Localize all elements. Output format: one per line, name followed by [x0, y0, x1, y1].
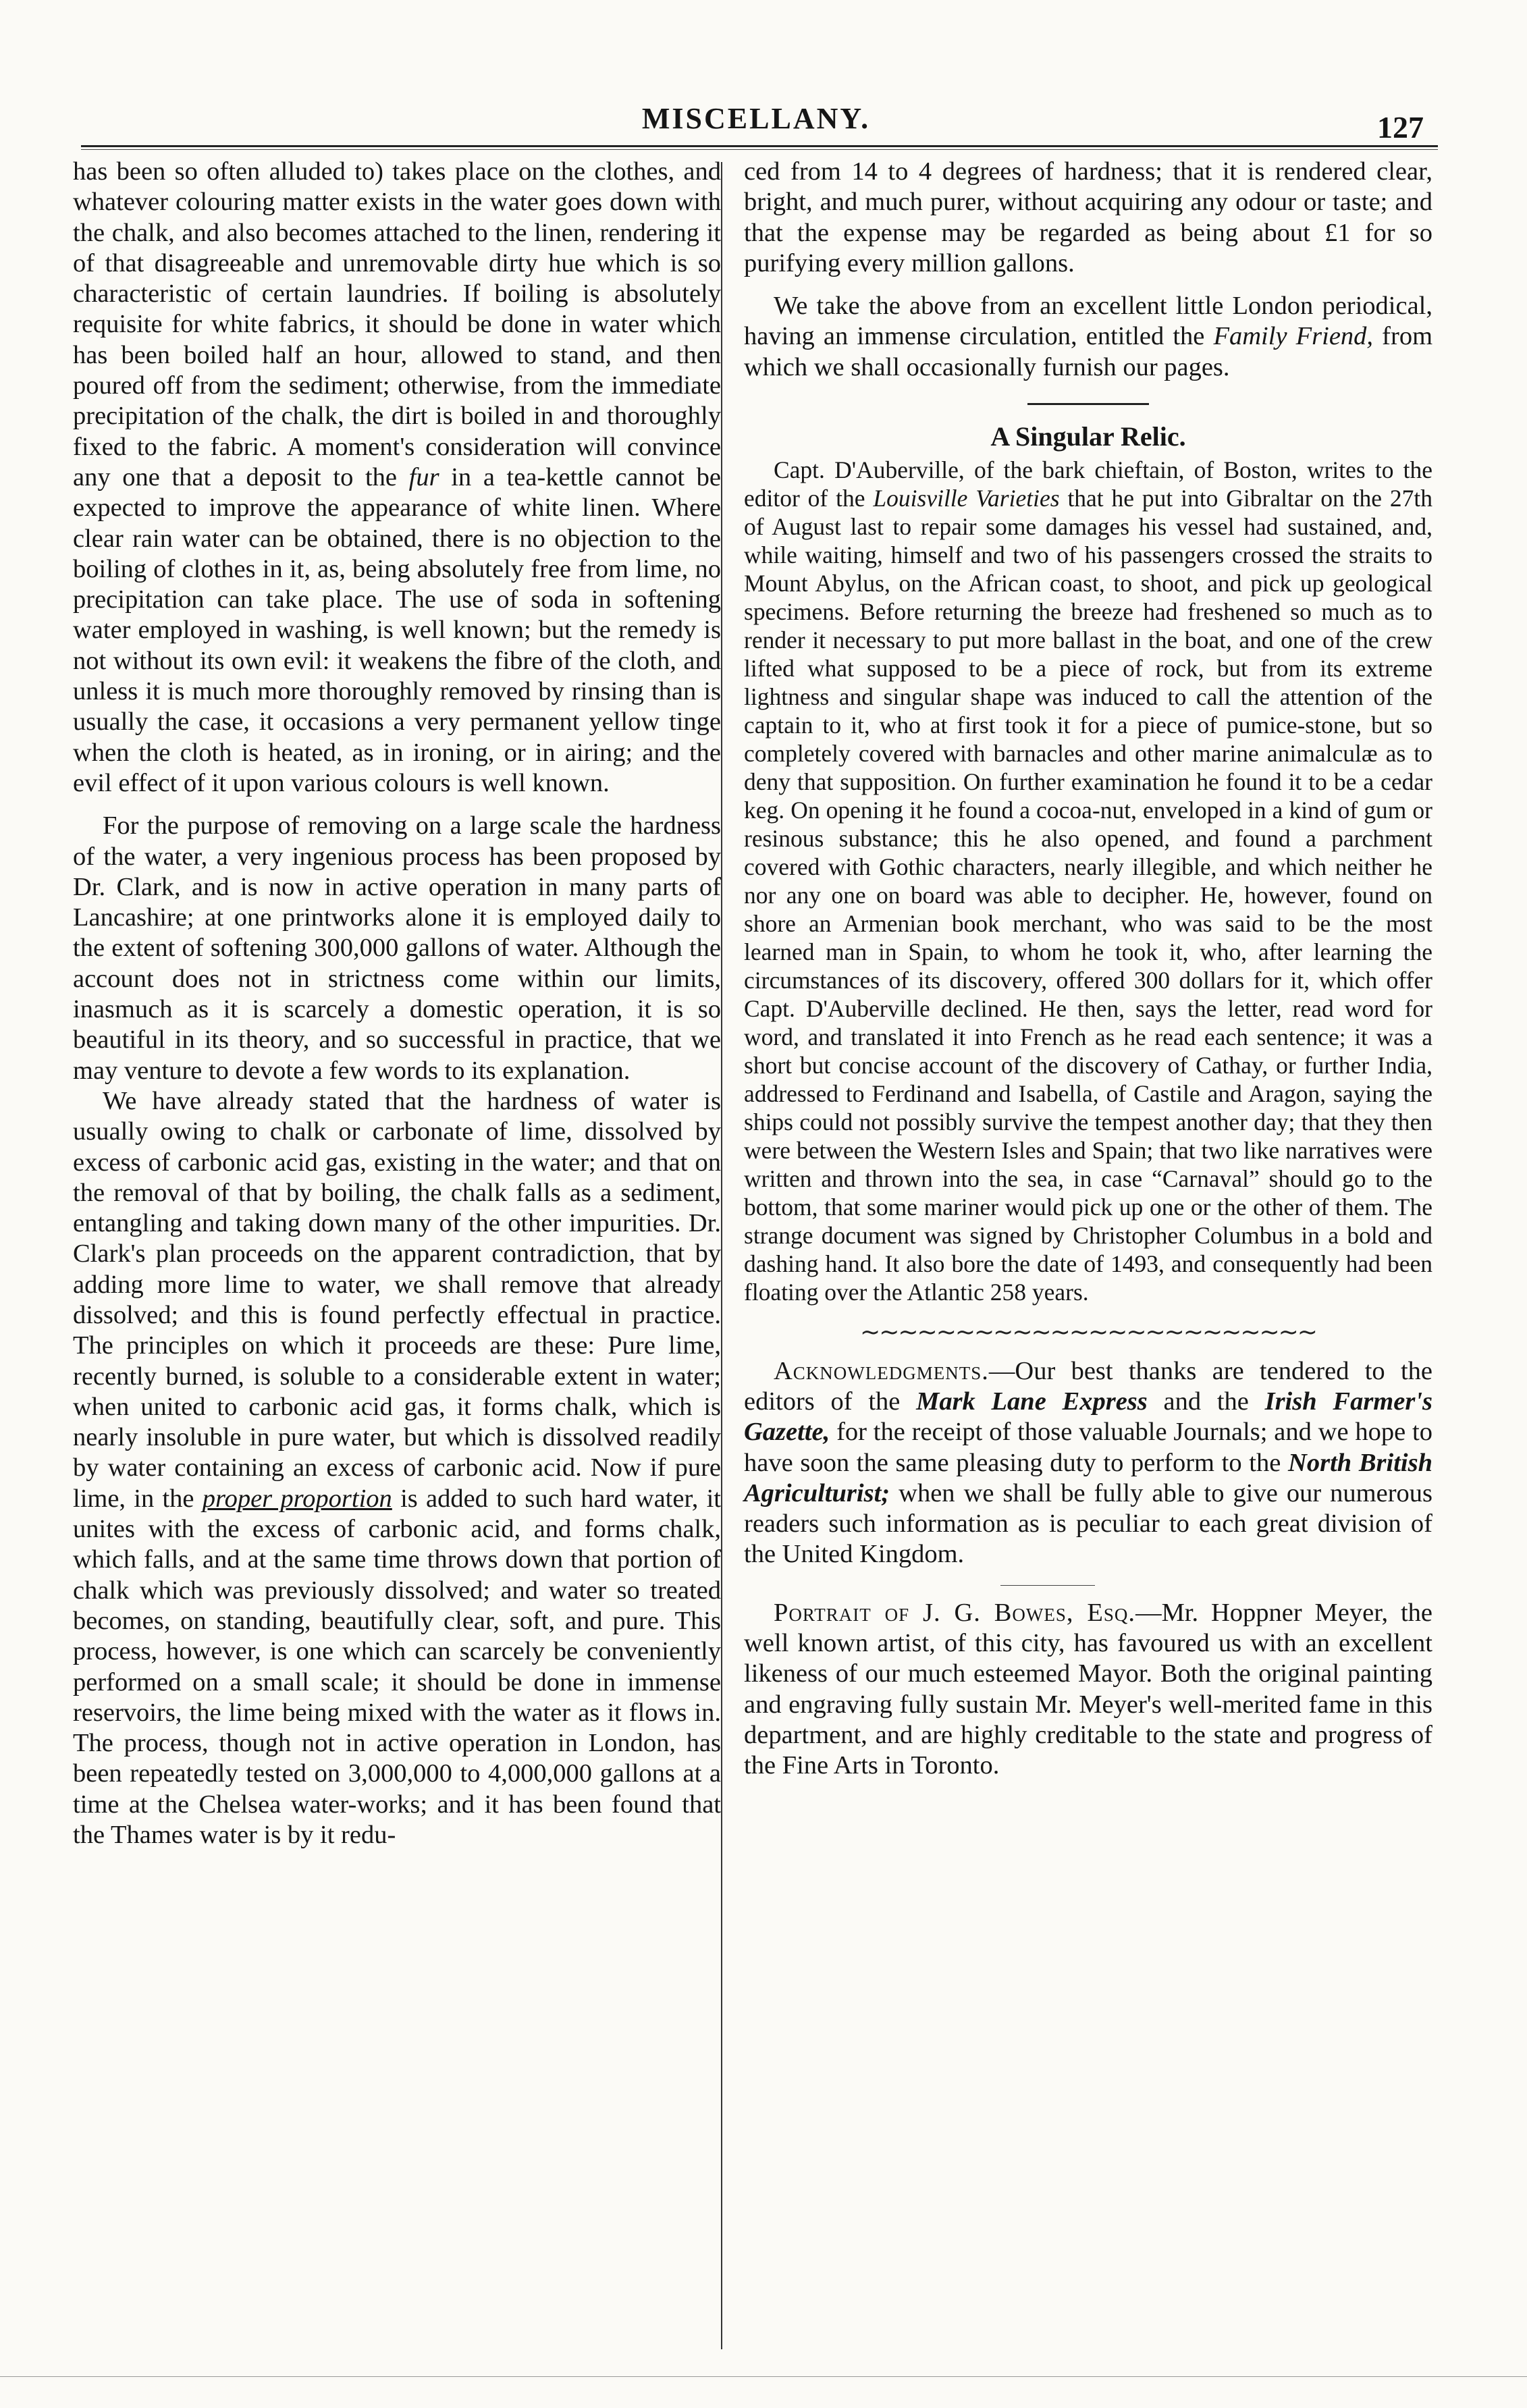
relic-article — [744, 456, 1432, 1306]
publication-name: North British Agriculturist; — [744, 1448, 1433, 1507]
running-head: MISCELLANY. — [641, 102, 871, 135]
text-span: that he put into Gibraltar on the 27th of August last to repair some damages his vessel had sustained, and, while waiting, himself and two of his passengers crossed the straits to Mount Abylus, on the African coast, to shoot, and pick up geological specimens. Before returning the breeze had freshened so much as to render it necessary to put more ballast in the boat, and one of the crew lifted what supposed to be a piece of rock, but from its extreme lightness and singular shape was induced to call the attention of the captain to it, who at first took it for a piece of pumice-stone, but so completely covered with barnacles and other marine animalculæ as to deny that supposition. On further examination he found it to be a cedar keg. On opening it he found a cocoa-nut, enveloped in a kind of gum or resinous substance; this he also opened, and found a parchment covered with Gothic characters, nearly illegible, and which neither he nor any one on board was able to decipher. He, however, found on shore an Armenian book merchant, who was said to be the most learned man in Spain, to whom he took it, who, after learning the circumstances of its discovery, offered 300 dollars for it, which offer Capt. D'Auberville declined. He then, says the letter, read word for word, and translated it into French as he read each sentence; it was a short but concise account of the discovery of Cathay, or further India, addressed to Ferdinand and Isabella, of Castile and Aragon, saying the ships could not possibly survive the tempest another day; that they then were between the Western Isles and Spain; that two like narratives were written and thrown into the sea, in case “Carnaval” should go to the bottom, that some mariner would pick up one or the other of them. The strange document was signed by Christopher Columbus in a bold and dashing hand. It also bore the date of 1493, and consequently had been floating over the Atlantic 258 years. — [744, 485, 1433, 1306]
header-rule — [81, 145, 1438, 150]
portrait-paragraph — [744, 1598, 1432, 1782]
text-span: —Mr. Hoppner Meyer, the well known artist, of this city, has favoured us with an excellent likeness of our much esteemed Mayor. Both the original painting and engraving fully sustain Mr. Meyer's well-merited fame in this department, and are highly creditable to the state and progress of the Fine Arts in Toronto. — [744, 1598, 1432, 1780]
left-paragraph-2: For the purpose of removing on a large scale the hardness of the water, a very ingenious process has been proposed by Dr. Clark, and is now in active operation in many parts of Lancashire; at one printworks alone it is employed daily to the extent of softening 300,000 gallons of water. Although the account does not in strictness come within our limits, inasmuch as it is scarcely a domestic operation, it is so beautiful in its theory, and so successful in practice, that we may venture to devote a few words to its explanation. — [73, 811, 721, 1085]
left-paragraph-3 — [73, 1086, 721, 1850]
text-span: Capt. D'Auberville, of the bark chieftain, of Boston, writes to the editor of the — [744, 456, 1432, 512]
acknowledgments-label: Acknowledgments. — [774, 1356, 989, 1385]
right-column — [744, 157, 1432, 1782]
page-bottom-edge — [0, 2376, 1527, 2377]
portrait-label: Portrait of J. G. Bowes, Esq. — [774, 1598, 1136, 1627]
emphasis-fur: fur — [408, 462, 439, 491]
right-paragraph-1: ced from 14 to 4 degrees of hardness; that it is rendered clear, bright, and much purer, without acquiring any odour or taste; and that the expense may be regarded as being about £1 for so purifying every million gallons. — [744, 157, 1432, 277]
text-span: and the — [1163, 1387, 1249, 1416]
text-span: from which we shall occasionally furnish our pages. — [744, 322, 1433, 381]
publication-name: Irish Farmer's Gazette, — [744, 1387, 1432, 1447]
left-column — [73, 157, 721, 1850]
article-heading: A Singular Relic. — [990, 421, 1186, 452]
emphasis-proper-proportion: proper proportion — [202, 1484, 392, 1513]
right-paragraph-2 — [744, 291, 1432, 383]
section-rule — [1000, 1585, 1095, 1586]
text-span: when we shall be fully able to give our numerous readers such information as is peculiar to each great division of the United Kingdom. — [744, 1478, 1433, 1569]
wavy-divider: ~~~~~~~~~~~~~~~~~~~~~~~~ — [860, 1318, 1316, 1347]
text-span: We take the above from an excellent little London periodical, having an immense circulation, entitled the — [744, 292, 1432, 351]
text-span: has been so often alluded to) takes place on the clothes, and whatever colouring matter exists in the water goes down with the chalk, and also becomes attached to the linen, rendering it of that disagreeable and unremovable dirty hue which is so characteristic of certain laundries. If boiling is absolutely requisite for white fabrics, it should be done in water which has been boiled half an hour, allowed to stand, and then poured off from the sediment; otherwise, from the immediate precipitation of the chalk, the dirt is boiled in and thoroughly fixed to the fabric. A moment's consideration will convince any one that a deposit to the — [73, 157, 721, 491]
text-span: in a tea-kettle cannot be expected to improve the appearance of white linen. Where clear rain water can be obtained, there is no objection to the boiling of clothes in it, as, being absolutely free from lime, no precipitation can take place. The use of soda in softening water employed in washing, is well known; but the remedy is not without its own evil: it weakens the fibre of the cloth, and unless it is much more thoroughly removed by rinsing than is usually the case, it occasions a very permanent yellow tinge when the cloth is heated, as in ironing, or in airing; and the evil effect of it upon various colours is well known. — [73, 462, 721, 797]
text-span: —Our best thanks are tendered to the editors of the — [744, 1356, 1432, 1416]
emphasis-family-friend: Family Friend, — [1213, 322, 1374, 351]
text-span: We have already stated that the hardness of water is usually owing to chalk or carbonate of lime, dissolved by excess of carbonic acid gas, existing in the water; and that on the removal of that by boiling, the chalk falls as a sediment, entangling and taking down many of the other impurities. Dr. Clark's plan proceeds on the apparent contradiction, that by adding more lime to water, we shall remove that already dissolved; and this is found perfectly effectual in practice. The principles on which it proceeds are these: Pure lime, recently burned, is soluble to a considerable extent in water; when united to carbonic acid gas, it forms chalk, which is nearly insoluble in pure water, but which is dissolved readily by water containing an excess of carbonic acid. Now if pure lime, in the — [73, 1086, 721, 1513]
section-rule — [1027, 403, 1149, 405]
text-span: for the receipt of those valuable Journals; and we hope to have soon the same pleasing duty to perform to the — [744, 1418, 1432, 1477]
acknowledgments-paragraph — [744, 1356, 1432, 1570]
left-paragraph-1 — [73, 157, 721, 799]
publication-name: Mark Lane Express — [916, 1387, 1148, 1416]
page-number: 127 — [1377, 110, 1424, 144]
emphasis-louisville: Louisville Varieties — [873, 485, 1060, 512]
text-span: is added to such hard water, it unites with the excess of carbonic acid, and forms chalk, which falls, and at the same time throws down that portion of chalk which was previously dissolved; and water so treated becomes, on standing, beautifully clear, soft, and pure. This process, however, is one which can scarcely be conveniently performed on a small scale; it should be done in immense reservoirs, the lime being mixed with the water as it flows in. The process, though not in active operation in London, has been repeatedly tested on 3,000,000 to 4,000,000 gallons at a time at the Chelsea water-works; and it has been found that the Thames water is by it redu- — [73, 1484, 721, 1850]
column-divider — [721, 162, 722, 2349]
